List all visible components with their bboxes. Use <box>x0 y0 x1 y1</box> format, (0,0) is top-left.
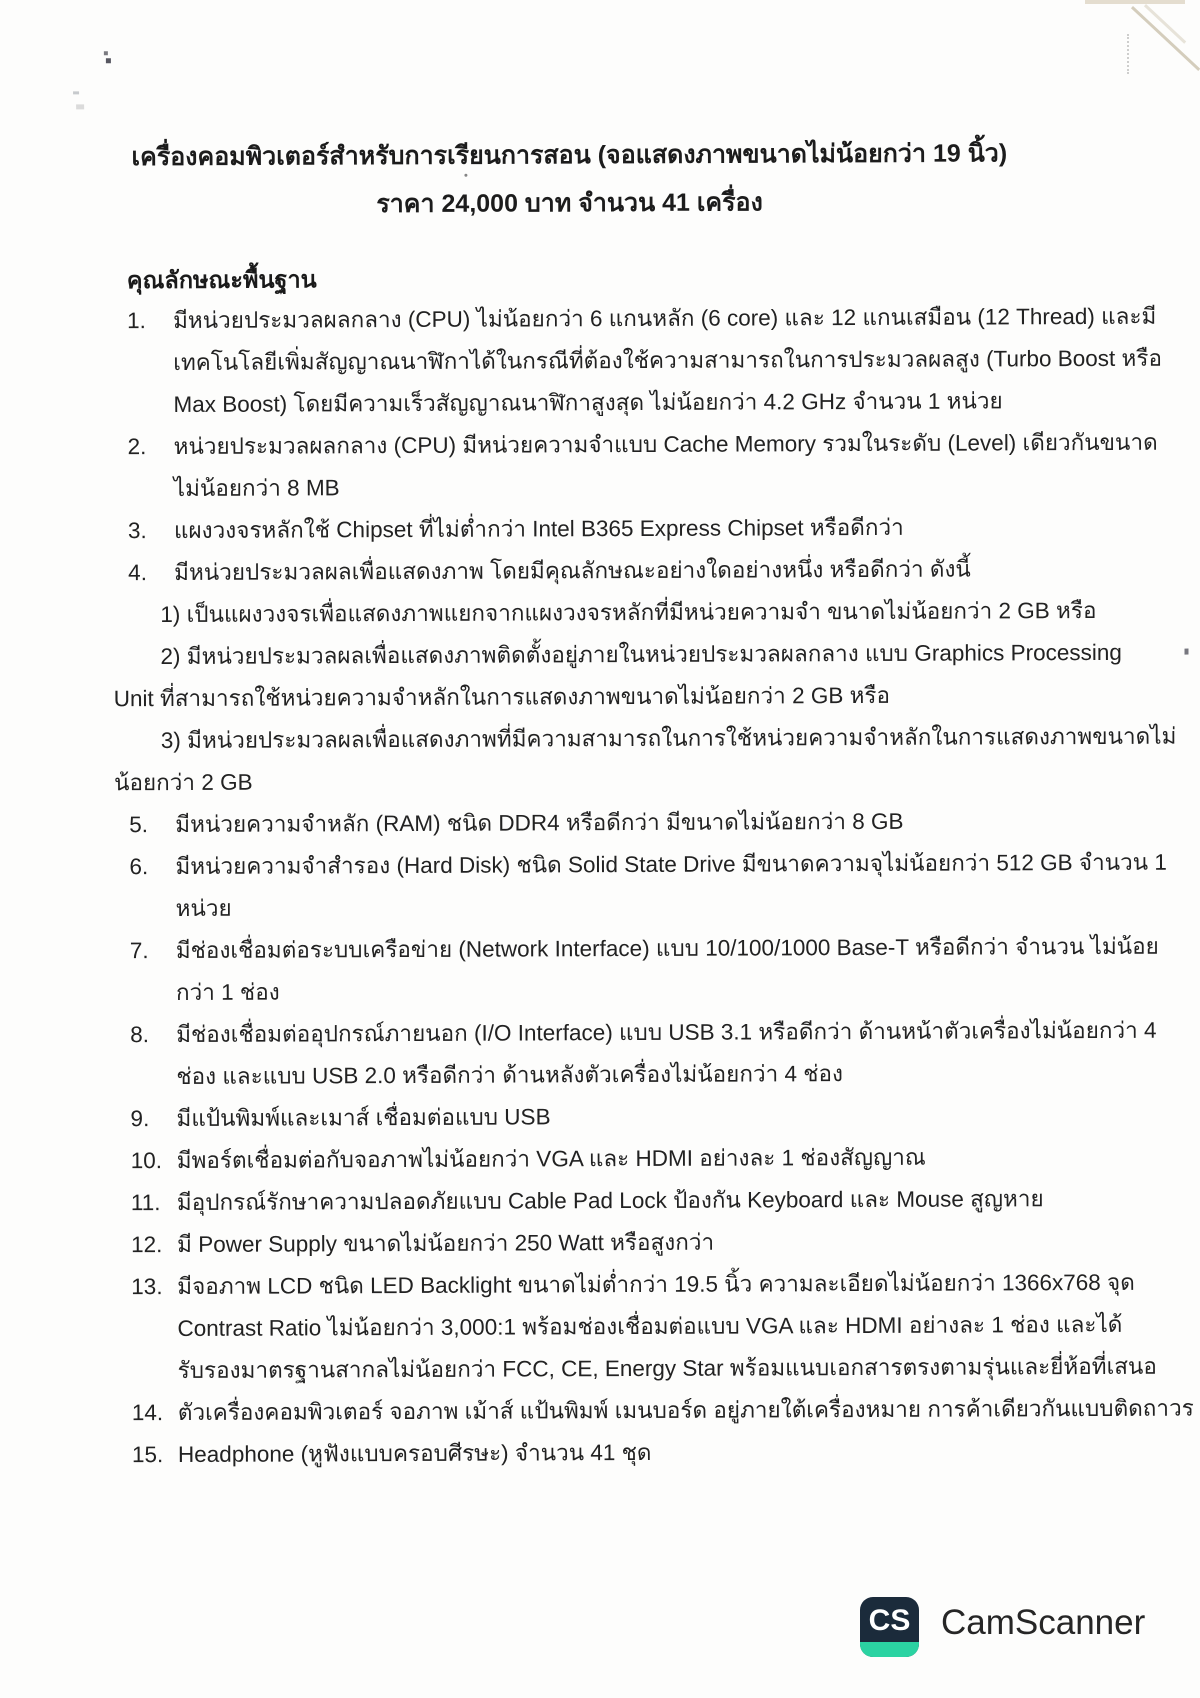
camscanner-logo-icon <box>860 1597 919 1657</box>
spec-line <box>5 1345 1200 1392</box>
spec-line-text: มีหน่วยประมวลผลเพื่อแสดงภาพ โดยมีคุณลักษณะอย่างใดอย่างหนึ่ง หรือดีกว่า ดังนี้ <box>174 556 971 585</box>
spec-item-number: 14. <box>131 1400 164 1426</box>
spec-line-text: กว่า 1 ช่อง <box>175 979 280 1005</box>
spec-line <box>4 1261 1200 1308</box>
spec-item-number: 8. <box>130 1022 149 1048</box>
spec-line-text: มี Power Supply ขนาดไม่น้อยกว่า 250 Watt หรือสูงกว่า <box>177 1229 715 1257</box>
spec-line <box>0 338 1200 385</box>
spec-line-text: มีช่องเชื่อมต่ออุปกรณ์ภายนอก (I/O Interface) แบบ USB 3.1 หรือดีกว่า ด้านหน้าตัวเครื่องไม่น้อยกว่า 4 <box>176 1017 1157 1047</box>
spec-line-text: มีพอร์ตเชื่อมต่อกับจอภาพไม่น้อยกว่า VGA และ HDMI อย่างละ 1 ช่องสัญญาณ <box>176 1144 926 1173</box>
spec-line-text: แผงวงจรหลักใช้ Chipset ที่ไม่ต่ำกว่า Intel B365 Express Chipset หรือดีกว่า <box>173 514 904 543</box>
spec-line <box>1 590 1200 637</box>
spec-line-text: มีจอภาพ LCD ชนิด LED Backlight ขนาดไม่ต่ำกว่า 19.5 นิ้ว ความละเอียดไม่น้อยกว่า 1366x768 จุด <box>177 1269 1135 1299</box>
camscanner-wordmark: CamScanner <box>941 1603 1146 1642</box>
spec-line <box>1 548 1200 595</box>
spec-line <box>5 1429 1200 1476</box>
spec-line-text: มีหน่วยความจำหลัก (RAM) ชนิด DDR4 หรือดีกว่า มีขนาดไม่น้อยกว่า 8 GB <box>175 808 904 837</box>
spec-item-number: 11. <box>130 1190 161 1216</box>
scan-artifact-speck <box>73 91 79 94</box>
spec-line <box>2 800 1200 847</box>
spec-line-text: 3) มีหน่วยประมวลผลเพื่อแสดงภาพที่มีความสามารถในการใช้หน่วยความจำหลักในการแสดงภาพขนาดไม่ <box>160 723 1177 754</box>
document-price-line: ราคา 24,000 บาท จำนวน 41 เครื่อง <box>376 188 763 219</box>
spec-item-number: 9. <box>130 1106 150 1132</box>
spec-item-number: 10. <box>130 1148 163 1174</box>
spec-line <box>0 296 1200 343</box>
spec-line <box>1 632 1200 679</box>
spec-line <box>2 716 1200 763</box>
spec-line-text: ไม่น้อยกว่า 8 MB <box>173 475 340 501</box>
spec-item-number: 2. <box>127 434 147 460</box>
spec-item-number: 7. <box>129 938 149 964</box>
spec-line <box>3 1093 1200 1140</box>
spec-line-text: Contrast Ratio ไม่น้อยกว่า 3,000:1 พร้อมช่องเชื่อมต่อแบบ VGA และ HDMI อย่างละ 1 ช่อง และได้ <box>177 1311 1123 1341</box>
spec-line-text: หน่วย <box>175 895 232 921</box>
scan-artifact-corner-smudge <box>1085 0 1185 4</box>
spec-line <box>3 1051 1200 1098</box>
spec-line-text: มีหน่วยความจำสำรอง (Hard Disk) ชนิด Solid State Drive มีขนาดความจุไม่น้อยกว่า 512 GB จำนวน 1 <box>175 849 1167 879</box>
spec-line-text: 2) มีหน่วยประมวลผลเพื่อแสดงภาพติดตั้งอยู่ภายในหน่วยประมวลผลกลาง แบบ Graphics Processing <box>160 639 1122 670</box>
spec-line-text: ตัวเครื่องคอมพิวเตอร์ จอภาพ เม้าส์ แป้นพิมพ์ เมนบอร์ด อยู่ภายใต้เครื่องหมาย การค้าเดียวกันแบบติดถาวร <box>177 1395 1194 1425</box>
spec-item-number: 3. <box>127 518 147 544</box>
spec-line-text: มีอุปกรณ์รักษาความปลอดภัยแบบ Cable Pad Lock ป้องกัน Keyboard และ Mouse สูญหาย <box>176 1186 1044 1215</box>
scan-artifact-corner-ticks <box>1127 34 1129 74</box>
spec-item-number: 13. <box>131 1274 163 1300</box>
spec-line <box>4 1135 1200 1182</box>
spec-item-number: 5. <box>129 812 149 838</box>
spec-line-text: Headphone (หูฟังแบบครอบศีรษะ) จำนวน 41 ชุด <box>177 1439 652 1467</box>
spec-line-text: มีช่องเชื่อมต่อระบบเครือข่าย (Network Interface) แบบ 10/100/1000 Base-T หรือดีกว่า จำนวน ไม่น้อย <box>175 933 1159 963</box>
document-title: เครื่องคอมพิวเตอร์สำหรับการเรียนการสอน (จอแสดงภาพขนาดไม่น้อยกว่า 19 นิ้ว) <box>131 139 1008 172</box>
spec-line <box>2 758 1200 805</box>
spec-line <box>1 422 1200 469</box>
spec-item-number: 15. <box>131 1442 164 1468</box>
camscanner-logo-accent-band <box>860 1642 919 1657</box>
spec-line-text: Unit ที่สามารถใช้หน่วยความจำหลักในการแสดงภาพขนาดไม่น้อยกว่า 2 GB หรือ <box>113 682 891 712</box>
scan-artifact-dot <box>464 174 467 177</box>
spec-line <box>2 674 1200 721</box>
scan-artifact-speck <box>76 104 84 109</box>
spec-line <box>4 1219 1200 1266</box>
spec-line <box>3 1009 1200 1056</box>
spec-line-text: รับรองมาตรฐานสากลไม่น้อยกว่า FCC, CE, Energy Star พร้อมแนบเอกสารตรงตามรุ่นและยี่ห้อที่เสนอ <box>177 1353 1157 1383</box>
spec-line <box>1 506 1200 553</box>
spec-item-number: 12. <box>131 1232 163 1258</box>
spec-item-number: 4. <box>128 560 147 586</box>
camscanner-monogram: CS <box>868 1604 911 1637</box>
spec-line <box>3 967 1200 1014</box>
spec-list <box>0 296 1200 1477</box>
spec-line <box>4 1303 1200 1350</box>
spec-line <box>4 1177 1200 1224</box>
spec-line <box>3 925 1200 972</box>
spec-line-text: เทคโนโลยีเพิ่มสัญญาณนาฬิกาได้ในกรณีที่ต้องใช้ความสามารถในการประมวลผลสูง (Turbo Boost หรือ <box>173 345 1162 375</box>
section-heading: คุณลักษณะพื้นฐาน <box>126 266 317 294</box>
scan-artifact-speck <box>1184 649 1188 655</box>
spec-line-text: หน่วยประมวลผลกลาง (CPU) มีหน่วยความจำแบบ Cache Memory รวมในระดับ (Level) เดียวกันขนาด <box>173 429 1158 459</box>
spec-line <box>1 464 1200 511</box>
spec-line-text: มีหน่วยประมวลผลกลาง (CPU) ไม่น้อยกว่า 6 แกนหลัก (6 core) และ 12 แกนเสมือน (12 Thread) และมี <box>172 303 1157 333</box>
spec-line-text: 1) เป็นแผงวงจรเพื่อแสดงภาพแยกจากแผงวงจรหลักที่มีหน่วยความจำ ขนาดไม่น้อยกว่า 2 GB หรือ <box>160 597 1097 628</box>
scan-artifact-speck <box>106 58 111 63</box>
spec-line-text: ช่อง และแบบ USB 2.0 หรือดีกว่า ด้านหลังตัวเครื่องไม่น้อยกว่า 4 ช่อง <box>176 1061 844 1089</box>
spec-line-text: มีแป้นพิมพ์และเมาส์ เชื่อมต่อแบบ USB <box>176 1104 551 1131</box>
scan-artifact-speck <box>104 51 108 55</box>
spec-line-text: น้อยกว่า 2 GB <box>114 769 253 796</box>
spec-line <box>0 380 1200 427</box>
spec-line <box>3 884 1200 931</box>
spec-line <box>2 842 1200 889</box>
spec-item-number: 1. <box>126 308 146 334</box>
spec-item-number: 6. <box>129 854 149 880</box>
spec-line-text: Max Boost) โดยมีความเร็วสัญญาณนาฬิกาสูงสุด ไม่น้อยกว่า 4.2 GHz จำนวน 1 หน่วย <box>173 388 1003 417</box>
spec-line <box>5 1387 1200 1434</box>
